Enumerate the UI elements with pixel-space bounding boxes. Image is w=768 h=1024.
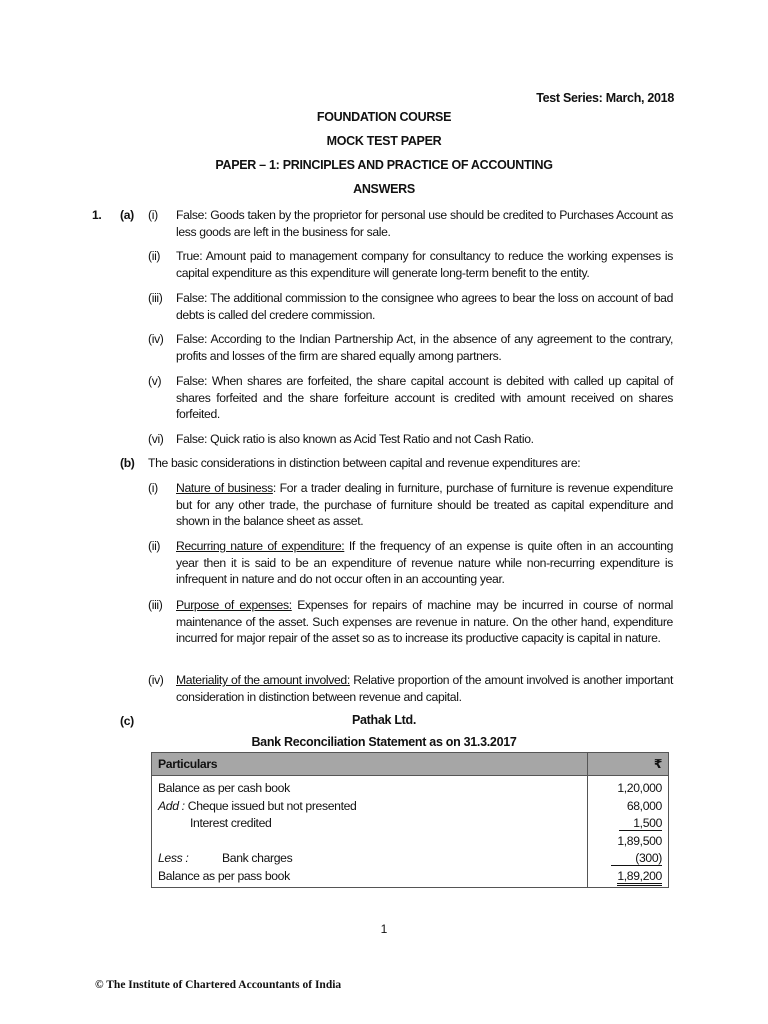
item-number: (vi) (148, 432, 164, 446)
part-b-intro: The basic considerations in distinction between capital and revenue expenditures are: (148, 456, 581, 470)
table-header-row (152, 753, 669, 776)
table-row (152, 776, 669, 798)
row-amount (588, 868, 669, 888)
row-amount: 68,000 (588, 798, 669, 816)
list-item: True: Amount paid to management company for consultancy to reduce the working expenses is capital expenditure as this expenditure will generate long-term benefit to the entity. (176, 249, 673, 280)
row-prefix: Add : (158, 798, 185, 813)
item-text: Relative proportion of the amount involved is another important consideration in distinction between revenue and capital. (176, 673, 673, 704)
list-item (176, 480, 673, 530)
item-text: If the frequency of an expense is quite often in an accounting year then it is said to be an expenditure of revenue nature while non-recurring expenditure is infrequent in nature and do not occur often in an accounting year. (176, 539, 674, 587)
row-amount-value: 1,500 (619, 816, 662, 831)
row-particulars (152, 850, 588, 868)
item-number: (iv) (148, 673, 164, 687)
row-text: Cheque issued but not presented (184, 798, 357, 813)
company-name: Pathak Ltd. (351, 713, 417, 727)
row-amount: 1,89,500 (588, 833, 669, 851)
course-title: FOUNDATION COURSE (316, 110, 452, 124)
list-item: False: Goods taken by the proprietor for personal use should be credited to Purchases Account as less goods are left in the business for sale. (176, 208, 673, 239)
list-item (176, 597, 673, 647)
paper-title: PAPER – 1: PRINCIPLES AND PRACTICE OF ACCOUNTING (215, 158, 553, 172)
item-number: (v) (148, 374, 162, 388)
test-series-label: Test Series: March, 2018 (536, 91, 674, 105)
list-item: False: When shares are forfeited, the share capital account is debited with called up capital of shares forfeited and the share forfeiture account is credited with amount received on shares forfeited. (176, 374, 673, 422)
item-number: (iii) (148, 291, 163, 305)
item-number: (iii) (148, 598, 163, 612)
section-title: ANSWERS (353, 182, 415, 196)
row-amount (588, 850, 669, 868)
list-item (176, 538, 673, 588)
row-particulars (152, 833, 588, 851)
row-particulars: Balance as per cash book (152, 776, 588, 798)
bank-reconciliation-table (151, 752, 669, 888)
item-text: Expenses for repairs of machine may be incurred in course of normal maintenance of the asset. Such expenses are revenue in nature. On the other hand, expenditure incurred for major repair of the asset so as to increase its productive capacity is capital in nature. (176, 598, 673, 646)
paper-type: MOCK TEST PAPER (326, 134, 442, 148)
table-row (152, 833, 669, 851)
part-b-label: (b) (120, 456, 135, 470)
list-item: False: According to the Indian Partnership Act, in the absence of any agreement to the contrary, profits and losses of the firm are shared equally among partners. (176, 332, 673, 363)
copyright-footer: © The Institute of Chartered Accountants of India (95, 979, 342, 991)
table-row (152, 798, 669, 816)
item-heading: Purpose of expenses: (176, 598, 292, 612)
part-c-label: (c) (120, 714, 134, 728)
table-row (152, 850, 669, 868)
table-row (152, 815, 669, 833)
row-text: Bank charges (222, 851, 293, 865)
row-text: Interest credited (190, 816, 272, 830)
row-amount (588, 815, 669, 833)
page-number: 1 (380, 922, 388, 936)
item-heading: Nature of business (176, 481, 273, 495)
row-particulars: Balance as per pass book (152, 868, 588, 888)
particulars-header: Particulars (152, 753, 588, 776)
list-item: False: The additional commission to the consignee who agrees to bear the loss on account of bad debts is called del credere commission. (176, 291, 673, 322)
table-row (152, 868, 669, 888)
row-amount-value: (300) (611, 851, 662, 866)
item-number: (iv) (148, 332, 164, 346)
row-particulars (152, 798, 588, 816)
item-heading: Materiality of the amount involved: (176, 673, 350, 687)
row-particulars (152, 815, 588, 833)
list-item (176, 672, 673, 705)
item-number: (i) (148, 481, 158, 495)
row-prefix: Less : (158, 851, 189, 865)
amount-header: ₹ (588, 753, 669, 776)
item-text: : For a trader dealing in furniture, purchase of furniture is revenue expenditure but for any other trade, the purchase of furniture should be treated as capital expenditure and shown in the balance sheet as asset. (176, 481, 673, 529)
list-item: False: Quick ratio is also known as Acid Test Ratio and not Cash Ratio. (176, 432, 534, 446)
item-heading: Recurring nature of expenditure: (176, 539, 345, 553)
part-a-label: (a) (120, 208, 134, 222)
item-number: (ii) (148, 249, 161, 263)
row-amount-value: 1,89,200 (617, 869, 662, 886)
statement-title: Bank Reconciliation Statement as on 31.3.2017 (251, 735, 517, 749)
row-amount: 1,20,000 (588, 776, 669, 798)
item-number: (i) (148, 208, 158, 222)
question-number: 1. (92, 208, 102, 222)
item-number: (ii) (148, 539, 161, 553)
